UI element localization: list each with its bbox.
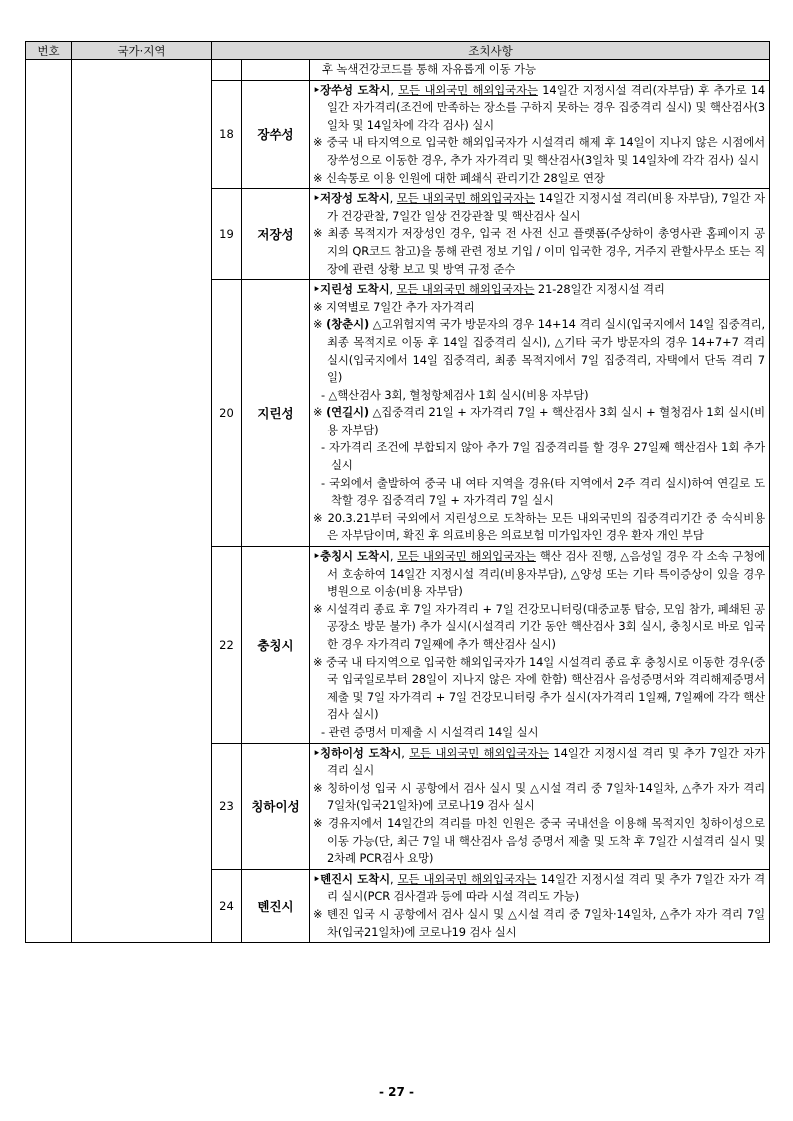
line-text: ※ 중국 내 타지역으로 입국한 해외입국자가 시설격리 해제 후 14일이 지나지 않은 시점에서 장쑤성으로 이동한 경우, 추가 자가격리 및 핵산검사(3일차 및 14일차에 각각 검사) 실시 xyxy=(313,135,766,167)
measure-line xyxy=(313,724,765,742)
measure-text xyxy=(310,547,770,744)
num-column-cell xyxy=(26,60,72,943)
row-number: 23 xyxy=(212,743,242,869)
sub-num-cell xyxy=(212,60,242,81)
line-rest: 21-28일간 지정시설 격리 xyxy=(534,282,665,297)
line-heading: (연길시) xyxy=(326,405,369,420)
row-number: 20 xyxy=(212,280,242,547)
line-heading: ‣저장성 도착시 xyxy=(313,191,390,206)
header-measures: 조치사항 xyxy=(212,42,770,60)
note-mark: ※ xyxy=(313,317,327,332)
line-underlined: 모든 내외국민 해외입국자는 xyxy=(398,82,538,97)
line-underlined: 모든 내외국민 해외입국자는 xyxy=(396,191,535,206)
line-text: ※ 경유지에서 14일간의 격리를 마친 인원은 중국 국내선을 이용해 목적지인 칭하이성으로 이동 가능(단, 최근 7일 내 핵산검사 음성 증명서 제출 및 도착 후 7일간 시설격리 실시 및 2차례 PCR검사 요망) xyxy=(313,815,766,866)
line-underlined: 모든 내외국민 해외입국자는 xyxy=(397,871,537,886)
measure-line xyxy=(313,170,765,188)
measure-text xyxy=(310,869,770,942)
table-row-continuation xyxy=(26,60,770,81)
region-name: 충칭시 xyxy=(242,547,310,744)
header-region: 국가·지역 xyxy=(72,42,212,60)
line-heading: ‣칭하이성 도착시 xyxy=(313,745,402,760)
line-text: ※ 시설격리 종료 후 7일 자가격리 + 7일 건강모니터링(대중교통 탑승, 모임 참가, 폐쇄된 공공장소 방문 불가) 추가 실시(시설격리 기간 동안 핵산검사 3회 실시, 충칭시로 바로 입국한 경우 자가격리 7일째에 추가 핵산검사 실시) xyxy=(313,601,766,651)
measure-line xyxy=(313,299,765,317)
measure-line xyxy=(313,780,765,815)
measure-text xyxy=(310,80,770,189)
note-mark: ※ xyxy=(313,405,327,420)
line-separator: , xyxy=(389,191,397,206)
line-text: ※ 중국 내 타지역으로 입국한 해외입국자가 14일 시설격리 종료 후 충칭시로 이동한 경우(중국 입국일로부터 28일이 지나지 않은 자에 한함) 핵산검사 음성증명서와 격리해제증명서 제출 및 7일 자가격리 + 7일 건강모니터링 추가 실시(자가격리 1일째, 7일째에 각각 핵산검사 실시) xyxy=(313,654,766,722)
measure-line xyxy=(313,225,765,278)
line-text: ※ 최종 목적지가 저장성인 경우, 입국 전 사전 신고 플랫폼(주상하이 총영사관 홈페이지 공지의 QR코드 참고)을 통해 관련 정보 기입 / 이미 입국한 경우, 거주지 관할사무소 또는 직장에 관련 상황 보고 및 방역 규정 준수 xyxy=(313,226,766,276)
measure-line xyxy=(313,654,765,724)
line-heading: ‣장쑤성 도착시 xyxy=(313,82,391,97)
line-separator: , xyxy=(390,871,398,886)
line-underlined: 모든 내외국민 해외입국자는 xyxy=(409,745,549,760)
line-heading: ‣톈진시 도착시 xyxy=(313,871,391,886)
line-text: ※ 신속통로 이용 인원에 대한 폐쇄식 관리기간 28일로 연장 xyxy=(313,170,605,185)
line-text: - 자가격리 조건에 부합되지 않아 추가 7일 집중격리를 할 경우 27일째 핵산검사 1회 추가 실시 xyxy=(321,440,766,473)
region-name: 톈진시 xyxy=(242,869,310,942)
line-rest: 14일간 지정시설 격리(비용 자부담), 7일간 자가 건강관찰, 7일간 일상 건강관찰 및 핵산검사 실시 xyxy=(327,191,766,223)
row-number: 18 xyxy=(212,80,242,189)
measure-line xyxy=(313,906,765,941)
line-heading: (창춘시) xyxy=(326,317,370,332)
line-separator: , xyxy=(390,82,399,97)
line-text: ※ 지역별로 7일간 추가 자가격리 xyxy=(313,299,475,314)
measure-line xyxy=(313,745,765,780)
measure-line xyxy=(313,510,765,545)
page-number: - 27 - xyxy=(378,1085,414,1099)
line-text: ※ 톈진 입국 시 공항에서 검사 실시 및 △시설 격리 중 7일차·14일차, △추가 자가 격리 7일차(입국21일차)에 코로나19 검사 실시 xyxy=(313,906,766,939)
line-rest: 14일간 지정시설 격리(자부담) 후 추가로 14일간 자가격리(조건에 만족하는 장소를 구하지 못하는 경우 집중격리 실시) 및 핵산검사(3일차 및 14일차에 각각 검사) 실시 xyxy=(327,82,766,132)
measure-text xyxy=(310,280,770,547)
line-underlined: 모든 내외국민 해외입국자는 xyxy=(397,549,536,564)
line-rest: 핵산 검사 진행, △음성일 경우 각 소속 구청에서 호송하여 14일간 지정시설 격리(비용자부담), △양성 또는 기타 특이증상이 있을 경우 병원으로 이송(비용 자부담) xyxy=(327,549,766,599)
measure-line xyxy=(313,82,765,135)
region-column-cell xyxy=(72,60,212,943)
row-number: 24 xyxy=(212,869,242,942)
sub-name-cell xyxy=(242,60,310,81)
measure-line xyxy=(313,404,765,439)
measure-line xyxy=(313,316,765,386)
line-text: - 관련 증명서 미제출 시 시설격리 14일 실시 xyxy=(321,724,539,739)
line-separator: , xyxy=(401,745,410,760)
line-rest: △고위험지역 국가 방문자의 경우 14+14 격리 실시(입국지에서 14일 집중격리, 최종 목적지로 이동 후 14일 집중격리 실시), △기타 국가 방문자의 경우 14+7+7 격리 실시(입국지에서 14일 집중격리, 최종 목적지에서 7일 집중격리, 자택에서 단독 격리 7일) xyxy=(327,317,766,385)
line-text: ※ 20.3.21부터 국외에서 지린성으로 도착하는 모든 내외국민의 집중격리기간 중 숙식비용은 자부담이며, 확진 후 의료비용은 의료보험 미가입자인 경우 환자 개인 부담 xyxy=(313,510,766,543)
row-number: 19 xyxy=(212,189,242,280)
measure-text xyxy=(310,189,770,280)
line-rest: △집중격리 21일 + 자가격리 7일 + 핵산검사 3회 실시 + 혈청검사 1회 실시(비용 자부담) xyxy=(327,405,766,437)
measure-line xyxy=(313,439,765,474)
measure-line xyxy=(313,281,765,299)
measure-line xyxy=(313,134,765,169)
line-separator: , xyxy=(389,549,398,564)
region-name: 장쑤성 xyxy=(242,80,310,189)
row-number: 22 xyxy=(212,547,242,744)
measure-line xyxy=(313,815,765,868)
line-underlined: 모든 내외국민 해외입국자는 xyxy=(396,282,535,297)
line-text: - △핵산검사 3회, 혈청항체검사 1회 실시(비용 자부담) xyxy=(321,387,589,402)
line-rest: 14일간 지정시설 격리 및 추가 7일간 자가 격리 실시 xyxy=(327,745,766,778)
measure-line xyxy=(313,190,765,225)
line-text: ※ 칭하이성 입국 시 공항에서 검사 실시 및 △시설 격리 중 7일차·14일차, △추가 자가 격리 7일차(입국21일차)에 코로나19 검사 실시 xyxy=(313,780,766,813)
measure-line xyxy=(313,871,765,906)
measure-line xyxy=(313,387,765,405)
measure-line xyxy=(313,475,765,510)
region-name: 칭하이성 xyxy=(242,743,310,869)
continuation-text: 후 녹색건강코드를 통해 자유롭게 이동 가능 xyxy=(310,60,770,81)
line-separator: , xyxy=(389,282,397,297)
header-num: 번호 xyxy=(26,42,72,60)
region-name: 지린성 xyxy=(242,280,310,547)
line-heading: ‣충칭시 도착시 xyxy=(313,549,390,564)
line-text: - 국외에서 출발하여 중국 내 여타 지역을 경유(타 지역에서 2주 격리 실시)하여 연길로 도착할 경우 집중격리 7일 + 자가격리 7일 실시 xyxy=(321,475,766,508)
line-rest: 14일간 지정시설 격리 및 추가 7일간 자가 격리 실시(PCR 검사결과 등에 따라 시설 격리도 가능) xyxy=(327,871,766,904)
measure-line xyxy=(313,601,765,654)
table-header-row xyxy=(26,42,770,60)
measure-line xyxy=(313,548,765,601)
line-heading: ‣지린성 도착시 xyxy=(313,282,390,297)
measures-table xyxy=(25,41,770,943)
region-name: 저장성 xyxy=(242,189,310,280)
measure-text xyxy=(310,743,770,869)
